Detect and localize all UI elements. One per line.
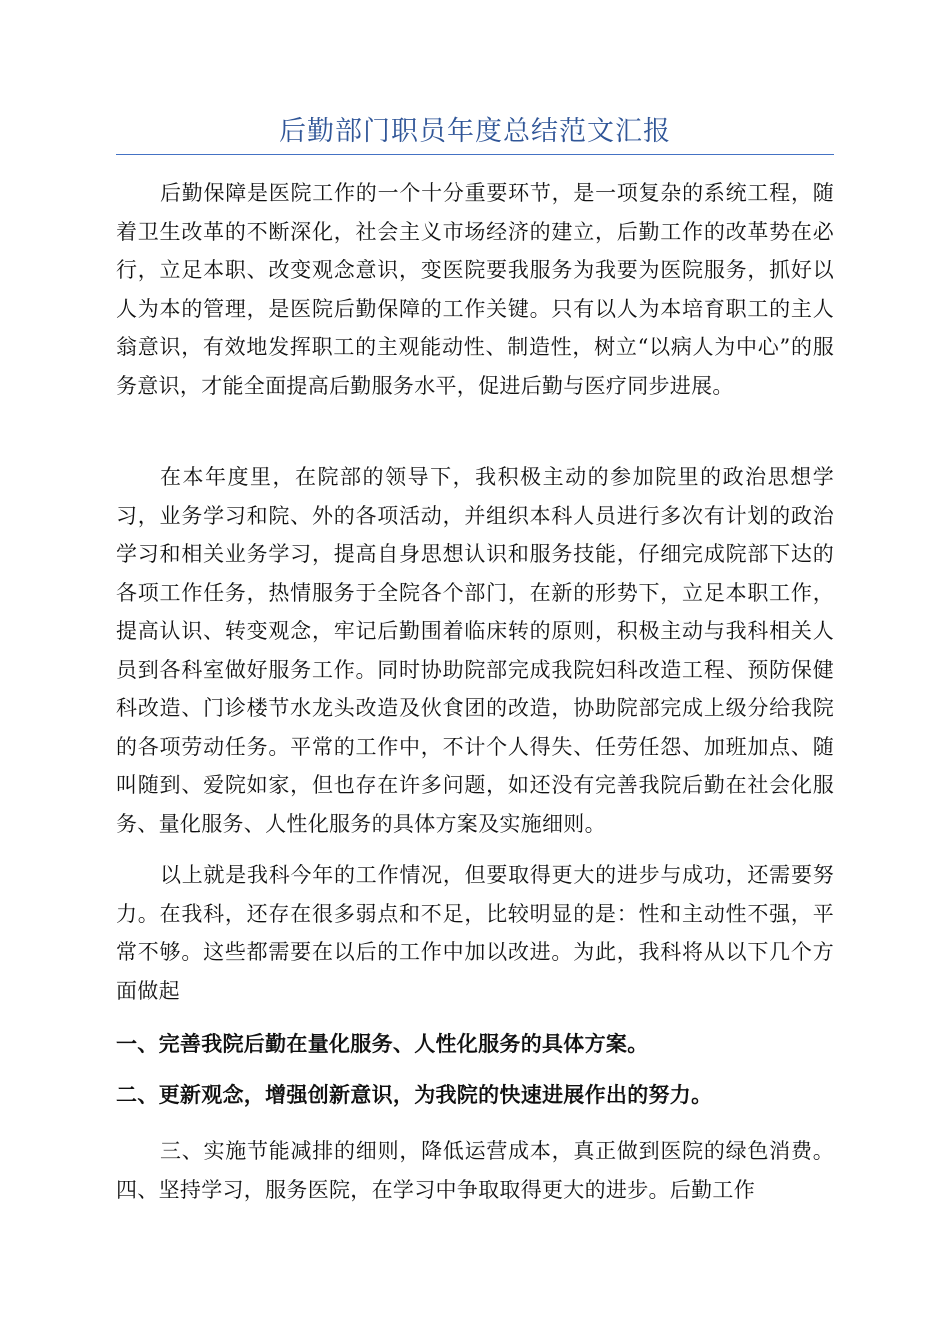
- paragraph-summary: 以上就是我科今年的工作情况，但要取得更大的进步与成功，还需要努力。在我科，还存在很多弱点和不足，比较明显的是：性和主动性不强，平常不够。这些都需要在以后的工作中加以改进。为此，我科将从以下几个方面做起: [116, 863, 834, 1003]
- paragraph-closing: 三、实施节能减排的细则，降低运营成本，真正做到医院的绿色消费。四、坚持学习，服务医院，在学习中争取取得更大的进步。后勤工作: [116, 1139, 834, 1202]
- paragraph-intro: 后勤保障是医院工作的一个十分重要环节，是一项复杂的系统工程，随着卫生改革的不断深化，社会主义市场经济的建立，后勤工作的改革势在必行，立足本职、改变观念意识，变医院要我服务为我要为医院服务，抓好以人为本的管理，是医院后勤保障的工作关键。只有以人为本培育职工的主人翁意识，有效地发挥职工的主观能动性、制造性，树立“以病人为中心”的服务意识，才能全面提高后勤服务水平，促进后勤与医疗同步进展。: [116, 181, 834, 398]
- heading-item-two: 二、更新观念，增强创新意识，为我院的快速进展作出的努力。: [116, 1082, 713, 1107]
- paragraph-annual-work: 在本年度里，在院部的领导下，我积极主动的参加院里的政治思想学习，业务学习和院、外的各项活动，并组织本科人员进行多次有计划的政治学习和相关业务学习，提高自身思想认识和服务技能，仔细完成院部下达的各项工作任务，热情服务于全院各个部门，在新的形势下，立足本职工作，提高认识、转变观念，牢记后勤围着临床转的原则，积极主动与我科相关人员到各科室做好服务工作。同时协助院部完成我院妇科改造工程、预防保健科改造、门诊楼节水龙头改造及伙食团的改造，协助院部完成上级分给我院的各项劳动任务。平常的工作中，不计个人得失、任劳任怨、加班加点、随叫随到、爱院如家，但也存在许多问题，如还没有完善我院后勤在社会化服务、量化服务、人性化服务的具体方案及实施细则。: [116, 465, 834, 836]
- document-title: 后勤部门职员年度总结范文汇报: [279, 116, 671, 147]
- title-underline: [116, 154, 834, 155]
- heading-item-one: 一、完善我院后勤在量化服务、人性化服务的具体方案。: [116, 1031, 649, 1056]
